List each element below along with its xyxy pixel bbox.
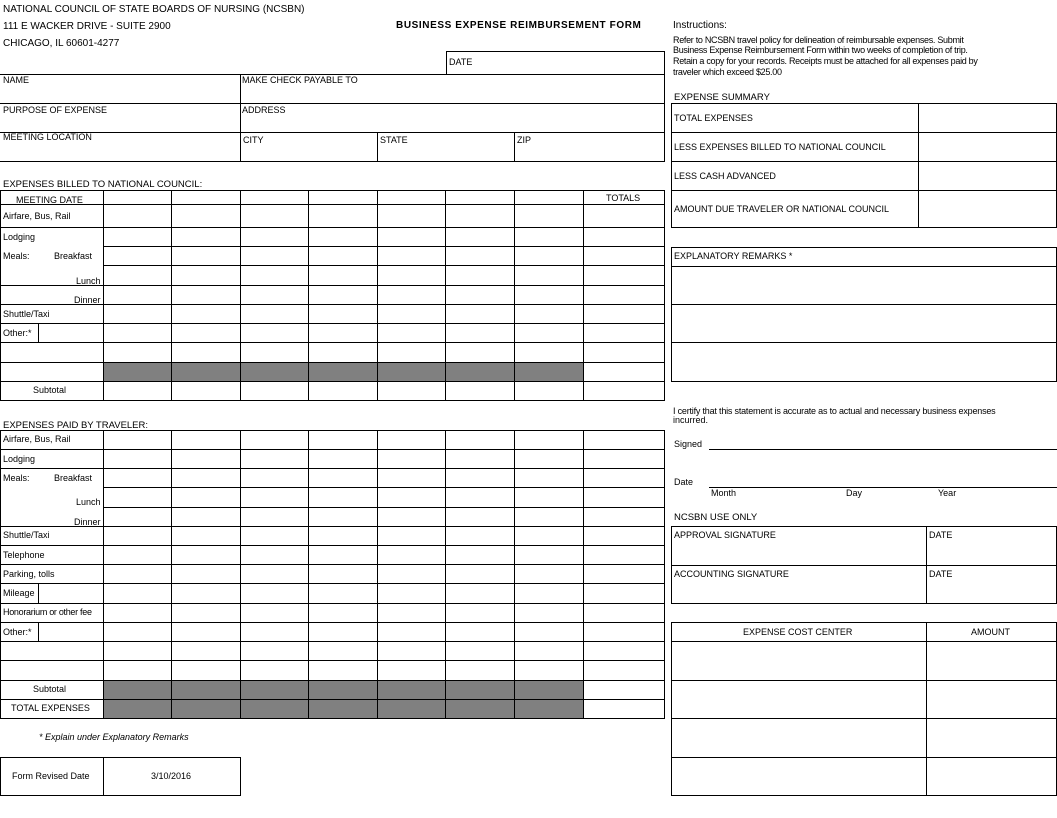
- approval-date-label: DATE: [929, 530, 953, 540]
- grid-cell[interactable]: [446, 508, 514, 526]
- grid-cell[interactable]: [172, 469, 240, 487]
- certify-text-2: incurred.: [673, 415, 709, 425]
- other-divider: [38, 622, 39, 641]
- grid-cell[interactable]: [241, 266, 308, 285]
- grid-row-line: [0, 362, 664, 363]
- grid-cell[interactable]: [584, 205, 664, 227]
- grid-cell[interactable]: [172, 266, 240, 285]
- grid-cell[interactable]: [172, 623, 240, 641]
- grid-row-line: [0, 718, 664, 719]
- grid-cell[interactable]: [241, 382, 308, 400]
- grid-cell[interactable]: [309, 642, 377, 660]
- address-label: ADDRESS: [242, 105, 286, 115]
- billed-subtotal-label: Subtotal: [33, 385, 67, 395]
- billed-meals-label: Meals:: [3, 251, 30, 261]
- grid-cell[interactable]: [241, 565, 308, 583]
- approval-signature-label: APPROVAL SIGNATURE: [674, 530, 776, 540]
- paid-subtotal-label: Subtotal: [33, 684, 67, 694]
- grid-cell[interactable]: [584, 604, 664, 622]
- grid-cell[interactable]: [172, 431, 240, 449]
- grid-cell[interactable]: [446, 324, 514, 342]
- grid-cell[interactable]: [104, 191, 171, 204]
- ncsbn-use-heading: NCSBN USE ONLY: [674, 512, 758, 523]
- grid-cell[interactable]: [446, 527, 514, 545]
- grid-cell[interactable]: [378, 623, 445, 641]
- other-divider: [38, 323, 39, 342]
- city-label: CITY: [243, 135, 264, 145]
- grid-cell[interactable]: [241, 642, 308, 660]
- grid-cell[interactable]: [241, 623, 308, 641]
- grid-cell[interactable]: [241, 508, 308, 526]
- grid-cell[interactable]: [104, 661, 171, 680]
- grid-cell[interactable]: [241, 286, 308, 304]
- grid-cell[interactable]: [584, 343, 664, 362]
- grid-cell[interactable]: [172, 584, 240, 603]
- month-label: Month: [711, 488, 737, 498]
- org-address-line2: CHICAGO, IL 60601-4277: [3, 38, 120, 49]
- grid-cell[interactable]: [584, 642, 664, 660]
- grid-cell[interactable]: [309, 305, 377, 323]
- billed-shuttle-label: Shuttle/Taxi: [3, 309, 50, 319]
- grid-cell[interactable]: [104, 623, 171, 641]
- grid-cell[interactable]: [446, 286, 514, 304]
- grid-cell[interactable]: [378, 508, 445, 526]
- grid-cell[interactable]: [241, 324, 308, 342]
- grid-cell[interactable]: [104, 604, 171, 622]
- signed-label: Signed: [674, 439, 703, 449]
- grid-cell[interactable]: [172, 205, 240, 227]
- grid-cell[interactable]: [515, 527, 583, 545]
- grid-cell[interactable]: [309, 604, 377, 622]
- grid-cell[interactable]: [446, 266, 514, 285]
- grid-cell[interactable]: [172, 191, 240, 204]
- state-label: STATE: [380, 135, 408, 145]
- grid-cell[interactable]: [584, 527, 664, 545]
- grid-cell[interactable]: [172, 565, 240, 583]
- grid-cell[interactable]: [309, 247, 377, 265]
- grid-cell[interactable]: [104, 546, 171, 564]
- paid-shuttle-label: Shuttle/Taxi: [3, 530, 50, 540]
- grid-cell[interactable]: [584, 661, 664, 680]
- purpose-label: PURPOSE OF EXPENSE: [3, 105, 108, 115]
- grid-cell[interactable]: [104, 247, 171, 265]
- grid-cell[interactable]: [515, 584, 583, 603]
- paid-airfare-label: Airfare, Bus, Rail: [3, 434, 71, 444]
- grid-cell[interactable]: [584, 584, 664, 603]
- purpose-field[interactable]: [0, 103, 240, 132]
- grid-cell[interactable]: [378, 431, 445, 449]
- paid-parking-label: Parking, tolls: [3, 569, 55, 579]
- meeting-date-label: MEETING DATE: [16, 195, 83, 205]
- grid-cell[interactable]: [584, 681, 664, 699]
- location-field[interactable]: [0, 132, 240, 161]
- grid-cell[interactable]: [378, 228, 445, 246]
- cert-date-line[interactable]: [709, 487, 1057, 488]
- summary-billed-value[interactable]: [919, 133, 1056, 161]
- summary-total-expenses: TOTAL EXPENSES: [674, 113, 753, 123]
- grid-cell[interactable]: [515, 305, 583, 323]
- state-field[interactable]: [377, 132, 514, 161]
- paid-lodging-label: Lodging: [3, 454, 36, 464]
- form-title: BUSINESS EXPENSE REIMBURSEMENT FORM: [396, 20, 642, 31]
- signature-line[interactable]: [709, 449, 1057, 450]
- grid-cell[interactable]: [446, 247, 514, 265]
- grid-cell[interactable]: [378, 305, 445, 323]
- grid-cell[interactable]: [446, 565, 514, 583]
- grid-cell[interactable]: [378, 247, 445, 265]
- grid-cell[interactable]: [309, 546, 377, 564]
- grid-cell[interactable]: [104, 286, 171, 304]
- summary-heading: EXPENSE SUMMARY: [674, 92, 770, 103]
- grid-cell[interactable]: [309, 450, 377, 468]
- grid-cell[interactable]: [515, 661, 583, 680]
- billed-breakfast-label: Breakfast: [54, 251, 93, 261]
- grid-cell[interactable]: [241, 305, 308, 323]
- grid-cell[interactable]: [378, 343, 445, 362]
- grid-cell[interactable]: [584, 488, 664, 507]
- billed-lodging-label: Lodging: [3, 232, 36, 242]
- grid-cell[interactable]: [378, 469, 445, 487]
- grid-cell[interactable]: [104, 469, 171, 487]
- grid-cell[interactable]: [584, 623, 664, 641]
- grid-cell[interactable]: [515, 508, 583, 526]
- grid-col-line: [0, 190, 1, 401]
- zip-field[interactable]: [514, 132, 664, 161]
- payable-field[interactable]: [240, 74, 664, 103]
- grid-cell[interactable]: [515, 642, 583, 660]
- summary-total-expenses-value[interactable]: [919, 104, 1056, 132]
- instructions-line: Business Expense Reimbursement Form within two weeks of completion of trip.: [673, 45, 968, 55]
- grid-cell[interactable]: [104, 266, 171, 285]
- grid-cell[interactable]: [172, 642, 240, 660]
- grid-cell[interactable]: [584, 228, 664, 246]
- grid-cell[interactable]: [104, 205, 171, 227]
- grid-cell[interactable]: [378, 488, 445, 507]
- grid-cell[interactable]: [378, 527, 445, 545]
- grid-cell[interactable]: [241, 191, 308, 204]
- grid-cell[interactable]: [309, 191, 377, 204]
- billed-airfare-label: Airfare, Bus, Rail: [3, 211, 71, 221]
- grid-cell[interactable]: [446, 546, 514, 564]
- summary-billed: LESS EXPENSES BILLED TO NATIONAL COUNCIL: [674, 142, 886, 152]
- grid-cell[interactable]: [584, 324, 664, 342]
- grid-cell[interactable]: [172, 228, 240, 246]
- grid-cell[interactable]: [172, 527, 240, 545]
- grid-cell[interactable]: [241, 450, 308, 468]
- name-label: NAME: [3, 75, 30, 85]
- grid-cell[interactable]: [515, 382, 583, 400]
- grid-cell[interactable]: [515, 546, 583, 564]
- grid-col-line: [0, 430, 1, 719]
- grid-cell[interactable]: [309, 286, 377, 304]
- paid-heading: EXPENSES PAID BY TRAVELER:: [3, 420, 149, 431]
- grid-cell[interactable]: [515, 205, 583, 227]
- grid-cell[interactable]: [515, 266, 583, 285]
- grid-cell[interactable]: [241, 247, 308, 265]
- grid-cell[interactable]: [241, 546, 308, 564]
- grid-cell[interactable]: [309, 584, 377, 603]
- grid-cell[interactable]: [515, 228, 583, 246]
- grid-col-line: [664, 430, 665, 719]
- grid-cell[interactable]: [515, 324, 583, 342]
- grid-cell[interactable]: [378, 604, 445, 622]
- grid-cell[interactable]: [378, 546, 445, 564]
- grid-cell[interactable]: [241, 469, 308, 487]
- subtotal-shaded-area: [103, 680, 583, 699]
- grid-cell[interactable]: [446, 642, 514, 660]
- date-field[interactable]: [446, 51, 665, 75]
- cost-center-header: EXPENSE COST CENTER: [743, 627, 853, 637]
- grid-cell[interactable]: [515, 191, 583, 204]
- grid-cell[interactable]: [515, 469, 583, 487]
- grid-cell[interactable]: [584, 266, 664, 285]
- paid-telephone-label: Telephone: [3, 550, 45, 560]
- grid-cell[interactable]: [378, 205, 445, 227]
- grid-cell[interactable]: [584, 305, 664, 323]
- grid-cell[interactable]: [241, 205, 308, 227]
- grid-cell[interactable]: [104, 642, 171, 660]
- day-label: Day: [846, 488, 863, 498]
- grid-cell[interactable]: [515, 565, 583, 583]
- accounting-date-label: DATE: [929, 569, 953, 579]
- grid-cell[interactable]: [104, 228, 171, 246]
- grid-cell[interactable]: [515, 343, 583, 362]
- instructions-line: traveler which exceed $25.00: [673, 67, 782, 77]
- grid-cell[interactable]: [309, 266, 377, 285]
- grid-cell[interactable]: [446, 450, 514, 468]
- grid-cell[interactable]: [584, 247, 664, 265]
- grid-cell[interactable]: [104, 508, 171, 526]
- grid-cell[interactable]: [309, 565, 377, 583]
- grid-cell[interactable]: [446, 205, 514, 227]
- grid-cell[interactable]: [309, 431, 377, 449]
- grid-cell[interactable]: [241, 584, 308, 603]
- billed-other-label: Other:*: [3, 328, 32, 338]
- other-divider: [38, 583, 39, 603]
- grid-cell[interactable]: [172, 661, 240, 680]
- grid-cell[interactable]: [378, 286, 445, 304]
- grid-cell[interactable]: [104, 565, 171, 583]
- grid-cell[interactable]: [378, 382, 445, 400]
- grid-cell[interactable]: [378, 266, 445, 285]
- grid-cell[interactable]: [446, 661, 514, 680]
- org-address-line1: 111 E WACKER DRIVE - SUITE 2900: [3, 21, 171, 32]
- grid-cell[interactable]: [515, 247, 583, 265]
- grid-row-line: [0, 400, 664, 401]
- grid-cell[interactable]: [378, 450, 445, 468]
- grid-cell[interactable]: [104, 343, 171, 362]
- grid-cell[interactable]: [584, 382, 664, 400]
- grid-cell[interactable]: [309, 623, 377, 641]
- grid-row-line: [0, 680, 664, 681]
- cost-center-table: [671, 622, 1057, 796]
- name-field[interactable]: [0, 74, 240, 103]
- org-name: NATIONAL COUNCIL OF STATE BOARDS OF NURSING (NCSBN): [3, 4, 305, 15]
- summary-cash-advanced-value[interactable]: [919, 162, 1056, 190]
- grid-cell[interactable]: [104, 382, 171, 400]
- grid-cell[interactable]: [584, 546, 664, 564]
- paid-lunch-label: Lunch: [76, 497, 101, 507]
- grid-cell[interactable]: [172, 286, 240, 304]
- form-revised-value: 3/10/2016: [151, 771, 192, 781]
- grid-cell[interactable]: [446, 431, 514, 449]
- grid-cell[interactable]: [446, 305, 514, 323]
- grid-cell[interactable]: [309, 527, 377, 545]
- grid-cell[interactable]: [378, 324, 445, 342]
- grid-row-line: [0, 699, 664, 700]
- grid-cell[interactable]: [378, 191, 445, 204]
- grid-cell[interactable]: [104, 305, 171, 323]
- grid-cell[interactable]: [241, 661, 308, 680]
- grid-cell[interactable]: [446, 469, 514, 487]
- paid-honorarium-label: Honorarium or other fee: [3, 607, 92, 617]
- cert-date-label: Date: [674, 477, 694, 487]
- grid-cell[interactable]: [515, 623, 583, 641]
- grid-cell[interactable]: [104, 584, 171, 603]
- grid-cell[interactable]: [172, 488, 240, 507]
- grid-cell[interactable]: [309, 382, 377, 400]
- grid-cell[interactable]: [446, 228, 514, 246]
- certify-text: I certify that this statement is accurate as to actual and necessary business expenses: [673, 406, 996, 416]
- grid-cell[interactable]: [584, 700, 664, 718]
- accounting-signature-label: ACCOUNTING SIGNATURE: [674, 569, 789, 579]
- grid-cell[interactable]: [309, 488, 377, 507]
- grid-cell[interactable]: [515, 431, 583, 449]
- grid-cell[interactable]: [241, 228, 308, 246]
- grid-cell[interactable]: [446, 604, 514, 622]
- grid-cell[interactable]: [309, 508, 377, 526]
- form-revised-label: Form Revised Date: [12, 771, 90, 781]
- grid-cell[interactable]: [446, 382, 514, 400]
- grid-cell[interactable]: [104, 450, 171, 468]
- grid-cell[interactable]: [241, 488, 308, 507]
- grid-cell[interactable]: [446, 584, 514, 603]
- grid-cell[interactable]: [104, 324, 171, 342]
- grid-cell[interactable]: [172, 450, 240, 468]
- explanatory-remarks-box[interactable]: [671, 247, 1057, 382]
- instructions-line: Refer to NCSBN travel policy for delineation of reimbursable expenses. Submit: [673, 35, 964, 45]
- paid-breakfast-label: Breakfast: [54, 473, 93, 483]
- grid-cell[interactable]: [309, 205, 377, 227]
- grid-cell[interactable]: [446, 623, 514, 641]
- summary-amount-due: AMOUNT DUE TRAVELER OR NATIONAL COUNCIL: [674, 204, 890, 214]
- grid-cell[interactable]: [172, 382, 240, 400]
- footnote: * Explain under Explanatory Remarks: [39, 732, 189, 742]
- paid-mileage-label: Mileage: [3, 588, 35, 598]
- grid-cell[interactable]: [104, 527, 171, 545]
- billed-lunch-label: Lunch: [76, 276, 101, 286]
- grid-cell[interactable]: [446, 488, 514, 507]
- grid-cell[interactable]: [378, 661, 445, 680]
- grid-cell[interactable]: [104, 488, 171, 507]
- grid-cell[interactable]: [309, 661, 377, 680]
- grid-cell[interactable]: [241, 343, 308, 362]
- grid-cell[interactable]: [584, 363, 664, 381]
- grid-cell[interactable]: [309, 324, 377, 342]
- year-label: Year: [938, 488, 957, 498]
- grid-cell[interactable]: [172, 305, 240, 323]
- grid-cell[interactable]: [378, 565, 445, 583]
- amount-header: AMOUNT: [971, 627, 1010, 637]
- grid-cell[interactable]: [172, 604, 240, 622]
- grid-cell[interactable]: [104, 431, 171, 449]
- grid-cell[interactable]: [515, 488, 583, 507]
- grid-cell[interactable]: [378, 642, 445, 660]
- payable-label: MAKE CHECK PAYABLE TO: [242, 75, 358, 85]
- zip-label: ZIP: [517, 135, 532, 145]
- grid-cell[interactable]: [309, 228, 377, 246]
- grid-cell[interactable]: [172, 343, 240, 362]
- remarks-heading: EXPLANATORY REMARKS *: [674, 251, 793, 261]
- subtotal-shaded-area: [103, 362, 583, 381]
- summary-cash-advanced: LESS CASH ADVANCED: [674, 171, 776, 181]
- address-field[interactable]: [240, 103, 664, 132]
- grid-cell[interactable]: [515, 450, 583, 468]
- grid-cell[interactable]: [446, 343, 514, 362]
- grid-cell[interactable]: [309, 469, 377, 487]
- billed-dinner-label: Dinner: [74, 295, 101, 305]
- grid-cell[interactable]: [172, 546, 240, 564]
- grid-cell[interactable]: [515, 286, 583, 304]
- grid-cell[interactable]: [515, 604, 583, 622]
- city-field[interactable]: [240, 132, 377, 161]
- instructions-line: Retain a copy for your records. Receipts must be attached for all expenses paid by: [673, 56, 978, 66]
- grid-cell[interactable]: [584, 508, 664, 526]
- grid-cell[interactable]: [172, 508, 240, 526]
- grid-cell[interactable]: [378, 584, 445, 603]
- location-label: MEETING LOCATION: [3, 132, 92, 142]
- subtotal-shaded-area: [103, 699, 583, 718]
- paid-other-label: Other:*: [3, 627, 32, 637]
- grid-cell[interactable]: [172, 324, 240, 342]
- instructions-heading: Instructions:: [673, 20, 727, 31]
- totals-header: TOTALS: [606, 193, 641, 203]
- grid-cell[interactable]: [584, 431, 664, 449]
- total-expenses-label: TOTAL EXPENSES: [11, 703, 90, 713]
- grid-cell[interactable]: [172, 247, 240, 265]
- grid-cell[interactable]: [584, 286, 664, 304]
- grid-cell[interactable]: [241, 431, 308, 449]
- grid-cell[interactable]: [309, 343, 377, 362]
- grid-col-line: [664, 190, 665, 401]
- paid-meals-label: Meals:: [3, 473, 30, 483]
- grid-cell[interactable]: [446, 191, 514, 204]
- grid-cell[interactable]: [241, 604, 308, 622]
- grid-cell[interactable]: [584, 565, 664, 583]
- billed-heading: EXPENSES BILLED TO NATIONAL COUNCIL:: [3, 179, 203, 190]
- grid-cell[interactable]: [584, 469, 664, 487]
- summary-amount-due-value[interactable]: [919, 191, 1056, 227]
- grid-cell[interactable]: [241, 527, 308, 545]
- paid-dinner-label: Dinner: [74, 517, 101, 527]
- date-label: DATE: [449, 57, 473, 67]
- grid-cell[interactable]: [584, 450, 664, 468]
